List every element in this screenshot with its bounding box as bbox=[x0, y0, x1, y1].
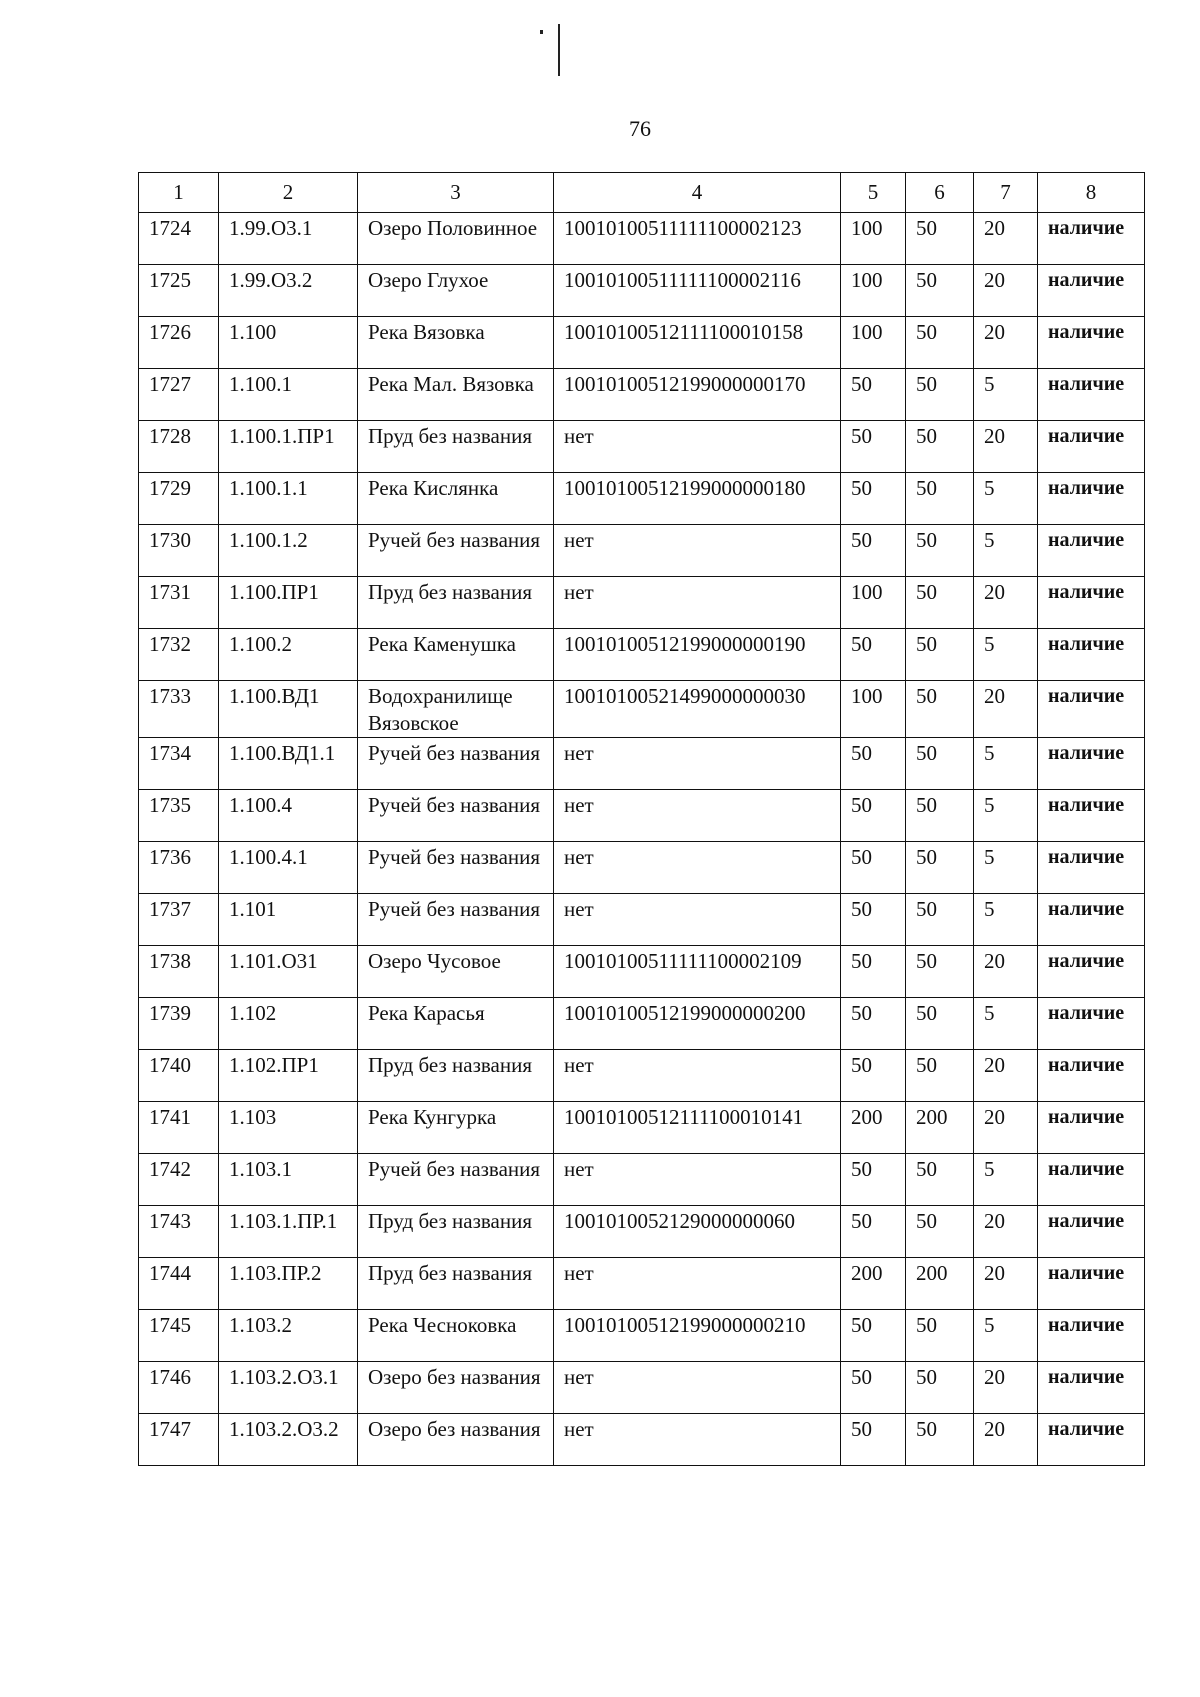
object-code-cell: 1.103.ПР.2 bbox=[219, 1258, 358, 1310]
object-code-cell: 1.100.2 bbox=[219, 629, 358, 681]
value-col-5-cell: 50 bbox=[841, 842, 906, 894]
value-col-5-cell: 200 bbox=[841, 1258, 906, 1310]
object-code-cell: 1.100.4 bbox=[219, 790, 358, 842]
status-cell: наличие bbox=[1038, 577, 1145, 629]
table-row bbox=[139, 421, 1145, 473]
row-number-cell: 1730 bbox=[139, 525, 219, 577]
object-code-cell: 1.99.О3.1 bbox=[219, 213, 358, 265]
value-col-6-cell: 50 bbox=[906, 213, 974, 265]
registry-code-cell: 10010100512199000000200 bbox=[554, 998, 841, 1050]
value-col-6-cell: 50 bbox=[906, 1414, 974, 1466]
binding-mark-dot bbox=[540, 30, 543, 34]
object-code-cell: 1.100.ВД1 bbox=[219, 681, 358, 738]
row-number-cell: 1727 bbox=[139, 369, 219, 421]
row-number-cell: 1736 bbox=[139, 842, 219, 894]
page-number: 76 bbox=[629, 116, 651, 141]
table-row bbox=[139, 265, 1145, 317]
value-col-6-cell: 50 bbox=[906, 577, 974, 629]
status-cell: наличие bbox=[1038, 1414, 1145, 1466]
registry-code-cell: нет bbox=[554, 1154, 841, 1206]
status-cell: наличие bbox=[1038, 738, 1145, 790]
row-number-cell: 1731 bbox=[139, 577, 219, 629]
table-row bbox=[139, 842, 1145, 894]
row-number-cell: 1733 bbox=[139, 681, 219, 738]
value-col-7-cell: 20 bbox=[974, 421, 1038, 473]
status-cell: наличие bbox=[1038, 1362, 1145, 1414]
table-row bbox=[139, 317, 1145, 369]
row-number-cell: 1724 bbox=[139, 213, 219, 265]
registry-code-cell: нет bbox=[554, 577, 841, 629]
object-code-cell: 1.101 bbox=[219, 894, 358, 946]
row-number-cell: 1741 bbox=[139, 1102, 219, 1154]
value-col-5-cell: 100 bbox=[841, 213, 906, 265]
column-header: 2 bbox=[219, 173, 358, 213]
row-number-cell: 1732 bbox=[139, 629, 219, 681]
registry-code-cell: 10010100511111100002123 bbox=[554, 213, 841, 265]
row-number-cell: 1739 bbox=[139, 998, 219, 1050]
value-col-5-cell: 50 bbox=[841, 738, 906, 790]
table-row bbox=[139, 681, 1145, 738]
status-cell: наличие bbox=[1038, 1102, 1145, 1154]
object-name-cell: Пруд без названия bbox=[358, 1206, 554, 1258]
value-col-7-cell: 20 bbox=[974, 1258, 1038, 1310]
status-cell: наличие bbox=[1038, 213, 1145, 265]
table-row bbox=[139, 1258, 1145, 1310]
status-cell: наличие bbox=[1038, 525, 1145, 577]
value-col-5-cell: 100 bbox=[841, 681, 906, 738]
value-col-5-cell: 100 bbox=[841, 317, 906, 369]
value-col-5-cell: 50 bbox=[841, 369, 906, 421]
value-col-6-cell: 50 bbox=[906, 317, 974, 369]
registry-code-cell: нет bbox=[554, 738, 841, 790]
header-row bbox=[139, 173, 1145, 213]
value-col-5-cell: 50 bbox=[841, 525, 906, 577]
registry-code-cell: нет bbox=[554, 525, 841, 577]
value-col-5-cell: 50 bbox=[841, 1154, 906, 1206]
row-number-cell: 1737 bbox=[139, 894, 219, 946]
object-code-cell: 1.100.1.ПР1 bbox=[219, 421, 358, 473]
value-col-6-cell: 50 bbox=[906, 1310, 974, 1362]
table-body bbox=[139, 213, 1145, 1466]
value-col-6-cell: 200 bbox=[906, 1102, 974, 1154]
status-cell: наличие bbox=[1038, 790, 1145, 842]
status-cell: наличие bbox=[1038, 629, 1145, 681]
status-cell: наличие bbox=[1038, 894, 1145, 946]
value-col-6-cell: 50 bbox=[906, 265, 974, 317]
value-col-6-cell: 50 bbox=[906, 998, 974, 1050]
status-cell: наличие bbox=[1038, 1050, 1145, 1102]
binding-mark bbox=[558, 24, 560, 76]
object-name-cell: Река Кунгурка bbox=[358, 1102, 554, 1154]
status-cell: наличие bbox=[1038, 1206, 1145, 1258]
registry-code-cell: 10010100512199000000190 bbox=[554, 629, 841, 681]
object-code-cell: 1.100 bbox=[219, 317, 358, 369]
value-col-6-cell: 50 bbox=[906, 369, 974, 421]
value-col-6-cell: 50 bbox=[906, 946, 974, 998]
row-number-cell: 1738 bbox=[139, 946, 219, 998]
object-name-cell: Ручей без названия bbox=[358, 525, 554, 577]
object-name-cell: Река Мал. Вязовка bbox=[358, 369, 554, 421]
status-cell: наличие bbox=[1038, 473, 1145, 525]
object-name-cell: Ручей без названия bbox=[358, 894, 554, 946]
object-name-cell: Река Кислянка bbox=[358, 473, 554, 525]
object-name-cell: Пруд без названия bbox=[358, 421, 554, 473]
registry-code-cell: нет bbox=[554, 1362, 841, 1414]
object-code-cell: 1.103.2 bbox=[219, 1310, 358, 1362]
column-header: 4 bbox=[554, 173, 841, 213]
status-cell: наличие bbox=[1038, 946, 1145, 998]
value-col-7-cell: 20 bbox=[974, 1050, 1038, 1102]
status-cell: наличие bbox=[1038, 1154, 1145, 1206]
table-row bbox=[139, 213, 1145, 265]
value-col-5-cell: 50 bbox=[841, 473, 906, 525]
object-code-cell: 1.100.1.2 bbox=[219, 525, 358, 577]
value-col-7-cell: 5 bbox=[974, 629, 1038, 681]
row-number-cell: 1745 bbox=[139, 1310, 219, 1362]
registry-code-cell: 10010100521499000000030 bbox=[554, 681, 841, 738]
object-code-cell: 1.103.1.ПР.1 bbox=[219, 1206, 358, 1258]
value-col-7-cell: 20 bbox=[974, 1414, 1038, 1466]
registry-code-cell: 10010100512111100010141 bbox=[554, 1102, 841, 1154]
object-name-cell: Озеро Половинное bbox=[358, 213, 554, 265]
object-code-cell: 1.103.1 bbox=[219, 1154, 358, 1206]
value-col-7-cell: 5 bbox=[974, 738, 1038, 790]
object-name-cell: Ручей без названия bbox=[358, 842, 554, 894]
column-header: 6 bbox=[906, 173, 974, 213]
object-code-cell: 1.100.1.1 bbox=[219, 473, 358, 525]
water-bodies-table bbox=[138, 172, 1145, 1466]
status-cell: наличие bbox=[1038, 998, 1145, 1050]
value-col-5-cell: 50 bbox=[841, 1362, 906, 1414]
table-row bbox=[139, 473, 1145, 525]
status-cell: наличие bbox=[1038, 317, 1145, 369]
value-col-7-cell: 5 bbox=[974, 369, 1038, 421]
value-col-5-cell: 50 bbox=[841, 1050, 906, 1102]
registry-code-cell: 10010100511111100002109 bbox=[554, 946, 841, 998]
status-cell: наличие bbox=[1038, 421, 1145, 473]
status-cell: наличие bbox=[1038, 1258, 1145, 1310]
row-number-cell: 1728 bbox=[139, 421, 219, 473]
registry-code-cell: 10010100512199000000210 bbox=[554, 1310, 841, 1362]
object-code-cell: 1.102.ПР1 bbox=[219, 1050, 358, 1102]
table-row bbox=[139, 1414, 1145, 1466]
row-number-cell: 1746 bbox=[139, 1362, 219, 1414]
object-name-cell: Озеро Глухое bbox=[358, 265, 554, 317]
value-col-7-cell: 5 bbox=[974, 1154, 1038, 1206]
registry-code-cell: 10010100512111100010158 bbox=[554, 317, 841, 369]
table-row bbox=[139, 525, 1145, 577]
value-col-6-cell: 50 bbox=[906, 894, 974, 946]
status-cell: наличие bbox=[1038, 265, 1145, 317]
value-col-7-cell: 20 bbox=[974, 213, 1038, 265]
value-col-6-cell: 200 bbox=[906, 1258, 974, 1310]
registry-code-cell: нет bbox=[554, 790, 841, 842]
column-header: 5 bbox=[841, 173, 906, 213]
value-col-6-cell: 50 bbox=[906, 421, 974, 473]
object-code-cell: 1.100.1 bbox=[219, 369, 358, 421]
value-col-6-cell: 50 bbox=[906, 525, 974, 577]
value-col-7-cell: 5 bbox=[974, 525, 1038, 577]
status-cell: наличие bbox=[1038, 681, 1145, 738]
object-name-cell: Ручей без названия bbox=[358, 1154, 554, 1206]
object-name-cell: Река Вязовка bbox=[358, 317, 554, 369]
registry-code-cell: нет bbox=[554, 1050, 841, 1102]
object-code-cell: 1.102 bbox=[219, 998, 358, 1050]
object-name-cell: Пруд без названия bbox=[358, 577, 554, 629]
value-col-5-cell: 50 bbox=[841, 790, 906, 842]
value-col-7-cell: 20 bbox=[974, 577, 1038, 629]
value-col-5-cell: 100 bbox=[841, 265, 906, 317]
value-col-7-cell: 20 bbox=[974, 317, 1038, 369]
registry-code-cell: 10010100512199000000180 bbox=[554, 473, 841, 525]
table-row bbox=[139, 1154, 1145, 1206]
registry-code-cell: нет bbox=[554, 421, 841, 473]
object-name-cell: Озеро без названия bbox=[358, 1362, 554, 1414]
object-name-cell: Река Чесноковка bbox=[358, 1310, 554, 1362]
row-number-cell: 1725 bbox=[139, 265, 219, 317]
value-col-7-cell: 5 bbox=[974, 894, 1038, 946]
value-col-5-cell: 50 bbox=[841, 629, 906, 681]
table-row bbox=[139, 946, 1145, 998]
row-number-cell: 1734 bbox=[139, 738, 219, 790]
row-number-cell: 1735 bbox=[139, 790, 219, 842]
value-col-5-cell: 50 bbox=[841, 1414, 906, 1466]
status-cell: наличие bbox=[1038, 369, 1145, 421]
value-col-7-cell: 20 bbox=[974, 946, 1038, 998]
registry-code-cell: нет bbox=[554, 1414, 841, 1466]
table-row bbox=[139, 738, 1145, 790]
value-col-7-cell: 5 bbox=[974, 790, 1038, 842]
registry-code-cell: 10010100511111100002116 bbox=[554, 265, 841, 317]
status-cell: наличие bbox=[1038, 842, 1145, 894]
value-col-5-cell: 50 bbox=[841, 894, 906, 946]
object-code-cell: 1.103 bbox=[219, 1102, 358, 1154]
value-col-6-cell: 50 bbox=[906, 1050, 974, 1102]
object-code-cell: 1.99.О3.2 bbox=[219, 265, 358, 317]
value-col-6-cell: 50 bbox=[906, 1206, 974, 1258]
object-name-cell: Озеро Чусовое bbox=[358, 946, 554, 998]
object-name-cell: Река Карасья bbox=[358, 998, 554, 1050]
value-col-7-cell: 20 bbox=[974, 681, 1038, 738]
value-col-7-cell: 20 bbox=[974, 265, 1038, 317]
value-col-7-cell: 5 bbox=[974, 842, 1038, 894]
value-col-6-cell: 50 bbox=[906, 790, 974, 842]
table-row bbox=[139, 629, 1145, 681]
object-code-cell: 1.103.2.О3.1 bbox=[219, 1362, 358, 1414]
value-col-6-cell: 50 bbox=[906, 738, 974, 790]
object-code-cell: 1.100.4.1 bbox=[219, 842, 358, 894]
value-col-5-cell: 50 bbox=[841, 421, 906, 473]
row-number-cell: 1742 bbox=[139, 1154, 219, 1206]
value-col-6-cell: 50 bbox=[906, 842, 974, 894]
value-col-7-cell: 20 bbox=[974, 1206, 1038, 1258]
table-row bbox=[139, 894, 1145, 946]
object-name-cell: Ручей без названия bbox=[358, 738, 554, 790]
column-header: 1 bbox=[139, 173, 219, 213]
column-header: 7 bbox=[974, 173, 1038, 213]
table-row bbox=[139, 1206, 1145, 1258]
registry-code-cell: нет bbox=[554, 1258, 841, 1310]
table-row bbox=[139, 790, 1145, 842]
object-code-cell: 1.101.О31 bbox=[219, 946, 358, 998]
value-col-5-cell: 200 bbox=[841, 1102, 906, 1154]
value-col-7-cell: 5 bbox=[974, 1310, 1038, 1362]
status-cell: наличие bbox=[1038, 1310, 1145, 1362]
row-number-cell: 1743 bbox=[139, 1206, 219, 1258]
registry-code-cell: 1001010052129000000060 bbox=[554, 1206, 841, 1258]
value-col-6-cell: 50 bbox=[906, 1154, 974, 1206]
value-col-6-cell: 50 bbox=[906, 473, 974, 525]
object-name-cell: Водохранилище Вязовское bbox=[358, 681, 554, 738]
value-col-6-cell: 50 bbox=[906, 681, 974, 738]
registry-code-cell: нет bbox=[554, 894, 841, 946]
table-row bbox=[139, 998, 1145, 1050]
value-col-5-cell: 50 bbox=[841, 1310, 906, 1362]
row-number-cell: 1740 bbox=[139, 1050, 219, 1102]
value-col-7-cell: 5 bbox=[974, 998, 1038, 1050]
registry-code-cell: нет bbox=[554, 842, 841, 894]
object-code-cell: 1.100.ВД1.1 bbox=[219, 738, 358, 790]
object-name-cell: Пруд без названия bbox=[358, 1050, 554, 1102]
value-col-5-cell: 50 bbox=[841, 998, 906, 1050]
row-number-cell: 1729 bbox=[139, 473, 219, 525]
row-number-cell: 1726 bbox=[139, 317, 219, 369]
object-name-cell: Река Каменушка bbox=[358, 629, 554, 681]
value-col-7-cell: 20 bbox=[974, 1102, 1038, 1154]
row-number-cell: 1744 bbox=[139, 1258, 219, 1310]
table-row bbox=[139, 369, 1145, 421]
object-name-cell: Ручей без названия bbox=[358, 790, 554, 842]
value-col-6-cell: 50 bbox=[906, 1362, 974, 1414]
value-col-5-cell: 50 bbox=[841, 1206, 906, 1258]
registry-code-cell: 10010100512199000000170 bbox=[554, 369, 841, 421]
value-col-6-cell: 50 bbox=[906, 629, 974, 681]
value-col-5-cell: 100 bbox=[841, 577, 906, 629]
object-code-cell: 1.100.ПР1 bbox=[219, 577, 358, 629]
table-row bbox=[139, 577, 1145, 629]
value-col-7-cell: 5 bbox=[974, 473, 1038, 525]
value-col-5-cell: 50 bbox=[841, 946, 906, 998]
table-row bbox=[139, 1102, 1145, 1154]
object-name-cell: Озеро без названия bbox=[358, 1414, 554, 1466]
row-number-cell: 1747 bbox=[139, 1414, 219, 1466]
table-row bbox=[139, 1050, 1145, 1102]
column-header: 3 bbox=[358, 173, 554, 213]
table-row bbox=[139, 1310, 1145, 1362]
value-col-7-cell: 20 bbox=[974, 1362, 1038, 1414]
table-row bbox=[139, 1362, 1145, 1414]
object-code-cell: 1.103.2.О3.2 bbox=[219, 1414, 358, 1466]
object-name-cell: Пруд без названия bbox=[358, 1258, 554, 1310]
column-header: 8 bbox=[1038, 173, 1145, 213]
